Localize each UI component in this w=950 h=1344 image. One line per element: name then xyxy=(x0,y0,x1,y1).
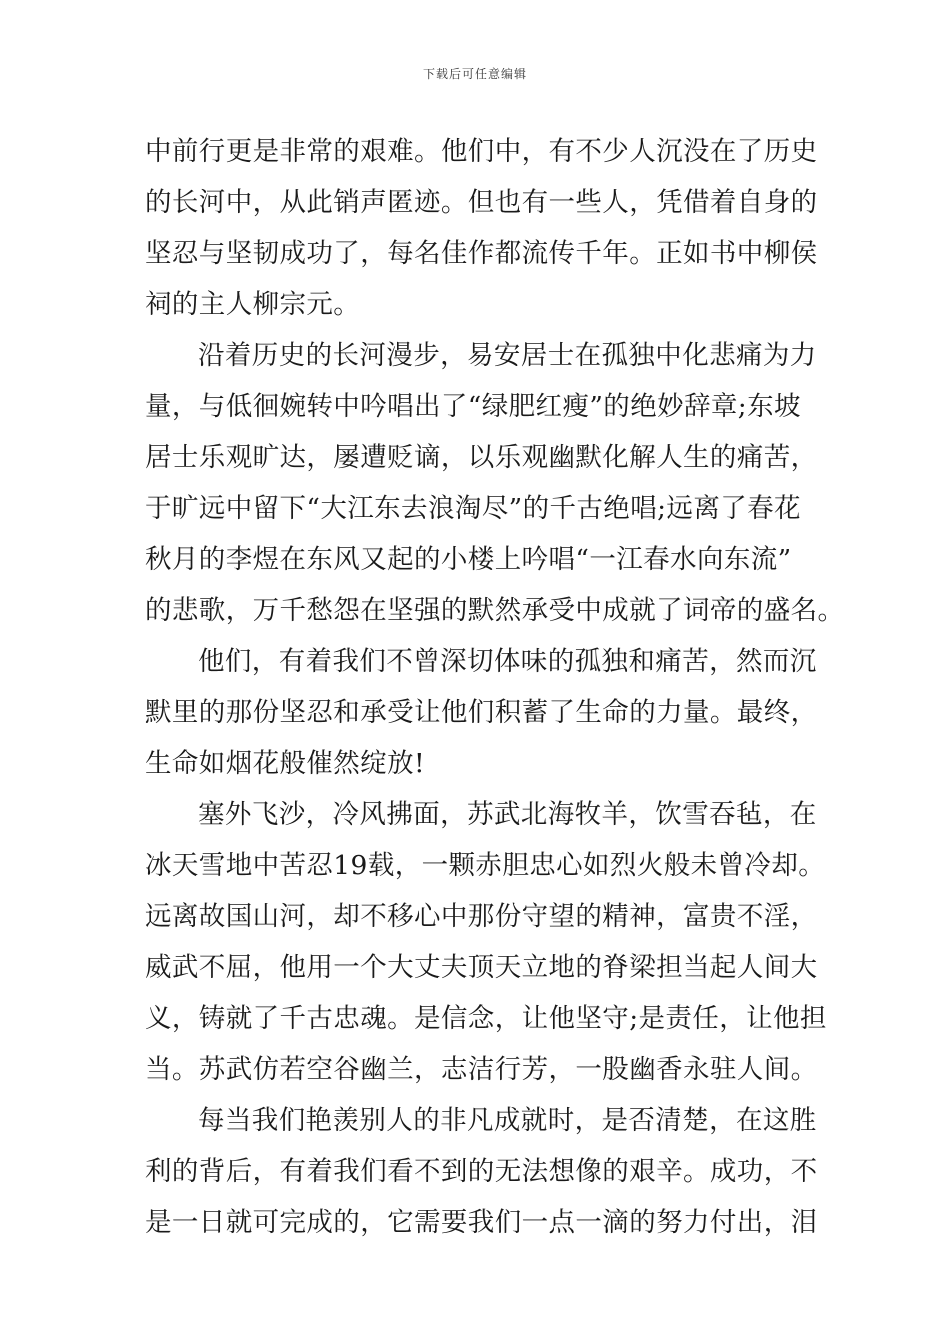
text-line: 当。苏武仿若空谷幽兰，志洁行芳，一股幽香永驻人间。 xyxy=(145,1054,818,1085)
text-line: 威武不屈，他用一个大丈夫顶天立地的脊梁担当起人间大 xyxy=(145,952,818,983)
text-line: 远离故国山河，却不移心中那份守望的精神，富贵不淫， xyxy=(145,901,818,932)
paragraph-first-line: 沿着历史的长河漫步，易安居士在孤独中化悲痛为力 xyxy=(198,340,817,371)
text-line: 是一日就可完成的，它需要我们一点一滴的努力付出，泪 xyxy=(145,1207,818,1238)
text-line: 祠的主人柳宗元。 xyxy=(145,289,361,320)
text-line: 秋月的李煜在东风又起的小楼上吟唱“一江春水向东流” xyxy=(145,544,792,575)
text-line: 利的背后，有着我们看不到的无法想像的艰辛。成功，不 xyxy=(145,1156,818,1187)
text-line: 默里的那份坚忍和承受让他们积蓄了生命的力量。最终， xyxy=(145,697,818,728)
text-line: 冰天雪地中苦忍19载，一颗赤胆忠心如烈火般未曾冷却。 xyxy=(145,850,826,881)
text-line: 生命如烟花般催然绽放! xyxy=(145,748,426,779)
paragraph-first-line: 塞外飞沙，冷风拂面，苏武北海牧羊，饮雪吞毡，在 xyxy=(198,799,817,830)
text-line: 的悲歌，万千愁怨在坚强的默然承受中成就了词帝的盛名。 xyxy=(145,595,845,626)
text-line: 于旷远中留下“大江东去浪淘尽”的千古绝唱;远离了春花 xyxy=(145,493,801,524)
paragraph-first-line: 每当我们艳羡别人的非凡成就时，是否清楚，在这胜 xyxy=(198,1105,817,1136)
paragraph-first-line: 他们，有着我们不曾深切体味的孤独和痛苦，然而沉 xyxy=(198,646,817,677)
text-line: 坚忍与坚韧成功了，每名佳作都流传千年。正如书中柳侯 xyxy=(145,238,818,269)
text-line: 量，与低徊婉转中吟唱出了“绿肥红瘦”的绝妙辞章;东坡 xyxy=(145,391,801,422)
page-header: 下载后可任意编辑 xyxy=(422,67,527,81)
text-line: 的长河中，从此销声匿迹。但也有一些人，凭借着自身的 xyxy=(145,187,818,218)
document-body xyxy=(145,126,845,1248)
text-line: 义，铸就了千古忠魂。是信念，让他坚守;是责任，让他担 xyxy=(145,1003,827,1034)
text-line: 中前行更是非常的艰难。他们中，有不少人沉没在了历史 xyxy=(145,136,818,167)
text-line: 居士乐观旷达，屡遭贬谪，以乐观幽默化解人生的痛苦， xyxy=(145,442,818,473)
